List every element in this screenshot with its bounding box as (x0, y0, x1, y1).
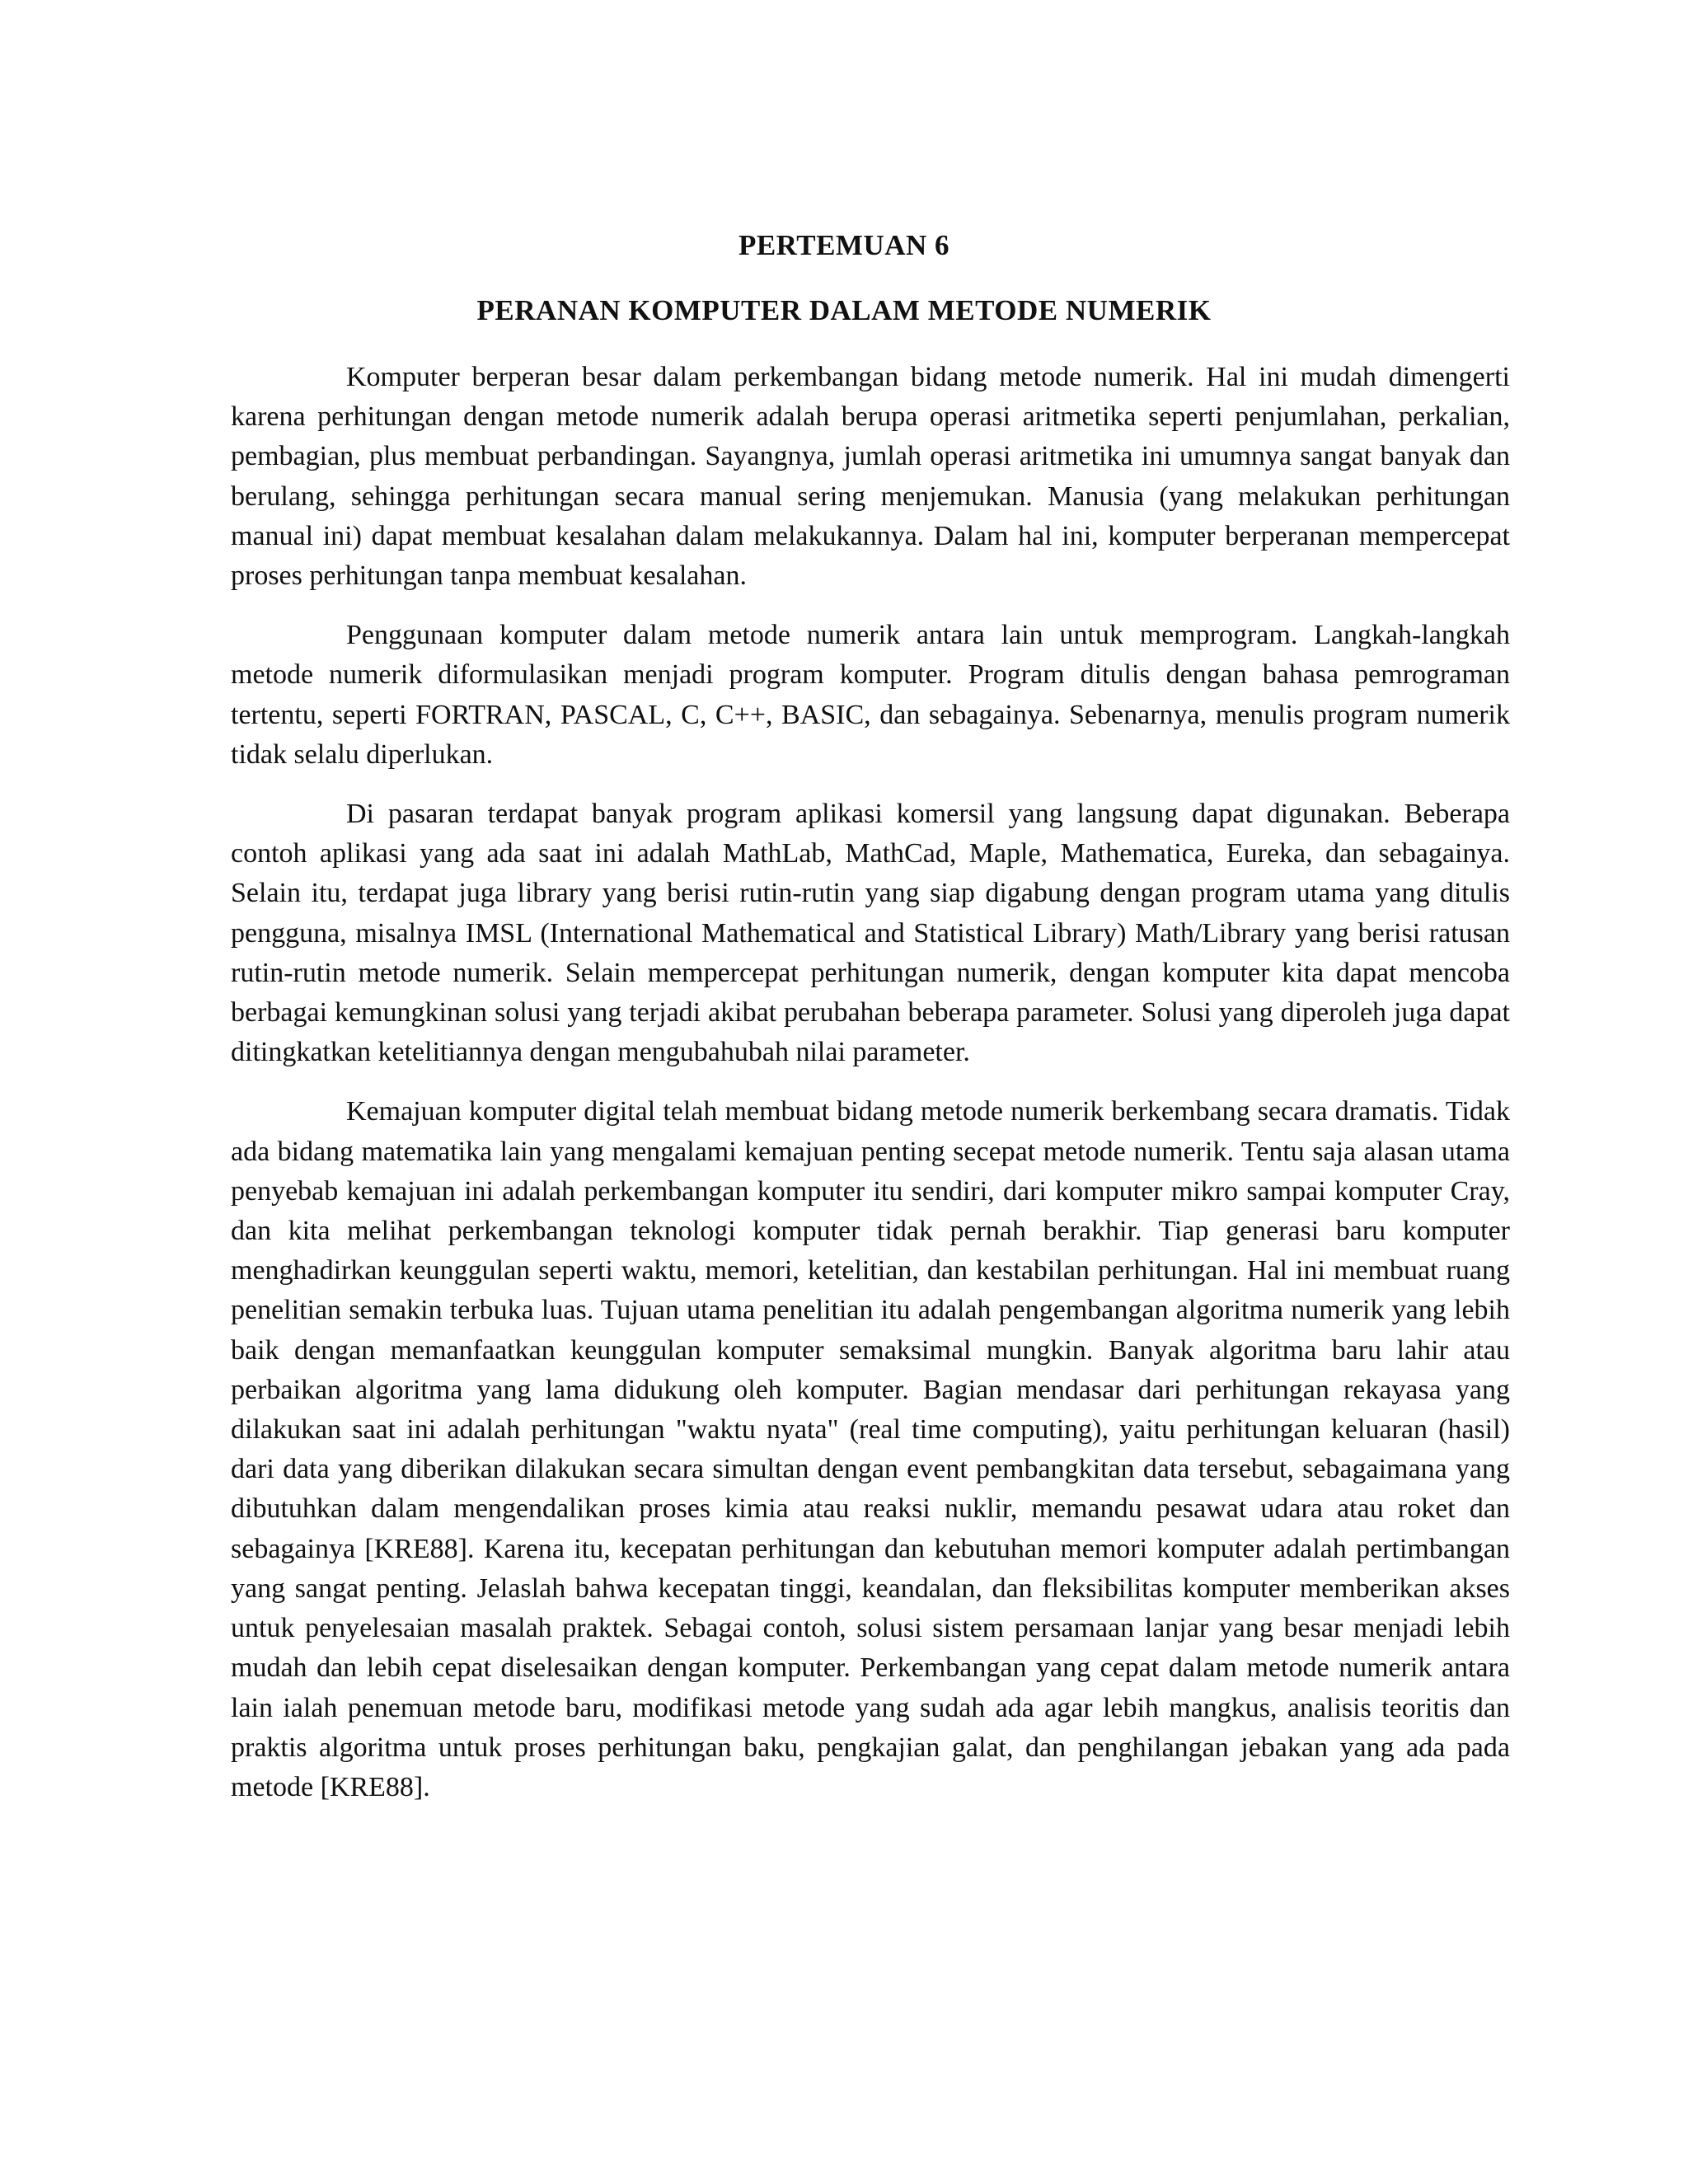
paragraph-4: Kemajuan komputer digital telah membuat bidang metode numerik berkembang secara dramatis. Tidak ada bidang matematika lain yang mengalami kemajuan penting secepat metode numerik. Tentu saja alasan utama penyebab kemajuan ini adalah perkembangan komputer itu sendiri, dari komputer mikro sampai komputer Cray, dan kita melihat perkembangan teknologi komputer tidak pernah berakhir. Tiap generasi baru komputer menghadirkan keunggulan seperti waktu, memori, ketelitian, dan kestabilan perhitungan. Hal ini membuat ruang penelitian semakin terbuka luas. Tujuan utama penelitian itu adalah pengembangan algoritma numerik yang lebih baik dengan memanfaatkan keunggulan komputer semaksimal mungkin. Banyak algoritma baru lahir atau perbaikan algoritma yang lama didukung oleh komputer. Bagian mendasar dari perhitungan rekayasa yang dilakukan saat ini adalah perhitungan "waktu nyata" (real time computing), yaitu perhitungan keluaran (hasil) dari data yang diberikan dilakukan secara simultan dengan event pembangkitan data tersebut, sebagaimana yang dibutuhkan dalam mengendalikan proses kimia atau reaksi nuklir, memandu pesawat udara atau roket dan sebagainya [KRE88]. Karena itu, kecepatan perhitungan dan kebutuhan memori komputer adalah pertimbangan yang sangat penting. Jelaslah bahwa kecepatan tinggi, keandalan, dan fleksibilitas komputer memberikan akses untuk penyelesaian masalah praktek. Sebagai contoh, solusi sistem persamaan lanjar yang besar menjadi lebih mudah dan lebih cepat diselesaikan dengan komputer. Perkembangan yang cepat dalam metode numerik antara lain ialah penemuan metode baru, modifikasi metode yang sudah ada agar lebih mangkus, analisis teoritis dan praktis algoritma untuk proses perhitungan baku, pengkajian galat, dan penghilangan jebakan yang ada pada metode [KRE88]. (231, 1096, 1510, 1802)
document-body (231, 358, 1510, 1827)
paragraph-2: Penggunaan komputer dalam metode numerik antara lain untuk memprogram. Langkah-langkah metode numerik diformulasikan menjadi program komputer. Program ditulis dengan bahasa pemrograman tertentu, seperti FORTRAN, PASCAL, C, C++, BASIC, dan sebagainya. Sebenarnya, menulis program numerik tidak selalu diperlukan. (231, 620, 1510, 770)
page-subtitle: PERANAN KOMPUTER DALAM METODE NUMERIK (476, 294, 1212, 326)
page-title: PERTEMUAN 6 (738, 229, 950, 261)
paragraph-3: Di pasaran terdapat banyak program aplikasi komersil yang langsung dapat digunakan. Beberapa contoh aplikasi yang ada saat ini adalah MathLab, MathCad, Maple, Mathematica, Eureka, dan sebagainya. Selain itu, terdapat juga library yang berisi rutin-rutin yang siap digabung dengan program utama yang ditulis pengguna, misalnya IMSL (International Mathematical and Statistical Library) Math/Library yang berisi ratusan rutin-rutin metode numerik. Selain mempercepat perhitungan numerik, dengan komputer kita dapat mencoba berbagai kemungkinan solusi yang terjadi akibat perubahan beberapa parameter. Solusi yang diperoleh juga dapat ditingkatkan ketelitiannya dengan mengubahubah nilai parameter. (231, 799, 1510, 1068)
paragraph-1: Komputer berperan besar dalam perkembangan bidang metode numerik. Hal ini mudah dimengerti karena perhitungan dengan metode numerik adalah berupa operasi aritmetika seperti penjumlahan, perkalian, pembagian, plus membuat perbandingan. Sayangnya, jumlah operasi aritmetika ini umumnya sangat banyak dan berulang, sehingga perhitungan secara manual sering menjemukan. Manusia (yang melakukan perhitungan manual ini) dapat membuat kesalahan dalam melakukannya. Dalam hal ini, komputer berperanan mempercepat proses perhitungan tanpa membuat kesalahan. (231, 362, 1510, 592)
